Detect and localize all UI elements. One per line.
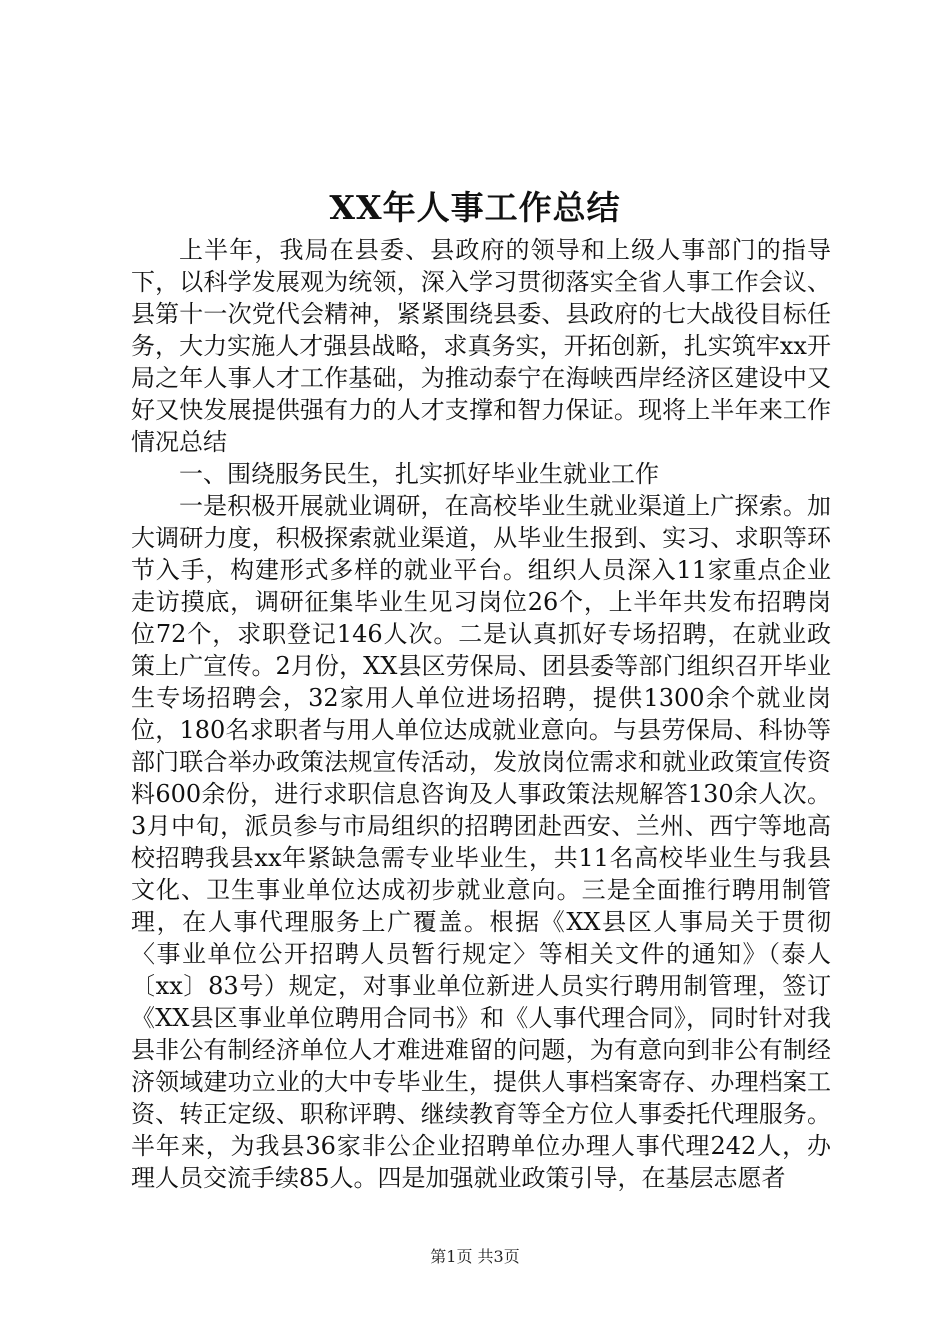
page-footer: 第1页 共3页 [430,1247,520,1266]
paragraph-intro: 上半年，我局在县委、县政府的领导和上级人事部门的指导下，以科学发展观为统领，深入学习贯彻落实全省人事工作会议、县第十一次党代会精神，紧紧围绕县委、县政府的七大战役目标任务，大力实施人才强县战略，求真务实，开拓创新，扎实筑牢xx开局之年人事人才工作基础，为推动泰宁在海峡西岸经济区建设中又好又快发展提供强有力的人才支撑和智力保证。现将上半年来工作情况总结 [131,236,831,456]
section-heading: 一、围绕服务民生，扎实抓好毕业生就业工作 [179,460,659,488]
paragraph-employment: 一是积极开展就业调研，在高校毕业生就业渠道上广探索。加大调研力度，积极探索就业渠道，从毕业生报到、实习、求职等环节入手，构建形式多样的就业平台。组织人员深入11家重点企业走访摸底，调研征集毕业生见习岗位26个，上半年共发布招聘岗位72个，求职登记146人次。二是认真抓好专场招聘，在就业政策上广宣传。2月份，XX县区劳保局、团县委等部门组织召开毕业生专场招聘会，32家用人单位进场招聘，提供1300余个就业岗位，180名求职者与用人单位达成就业意向。与县劳保局、科协等部门联合举办政策法规宣传活动，发放岗位需求和就业政策宣传资料600余份，进行求职信息咨询及人事政策法规解答130余人次。3月中旬，派员参与市局组织的招聘团赴西安、兰州、西宁等地高校招聘我县xx年紧缺急需专业毕业生，共11名高校毕业生与我县文化、卫生事业单位达成初步就业意向。三是全面推行聘用制管理，在人事代理服务上广覆盖。根据《XX县区人事局关于贯彻〈事业单位公开招聘人员暂行规定〉等相关文件的通知》（泰人〔xx〕83号）规定，对事业单位新进人员实行聘用制管理，签订《XX县区事业单位聘用合同书》和《人事代理合同》，同时针对我县非公有制经济单位人才难进难留的问题，为有意向到非公有制经济领域建功立业的大中专毕业生，提供人事档案寄存、办理档案工资、转正定级、职称评聘、继续教育等全方位人事委托代理服务。半年来，为我县36家非公企业招聘单位办理人事代理242人，办理人员交流手续85人。四是加强就业政策引导，在基层志愿者 [131,492,831,1192]
document-title: XX年人事工作总结 [329,188,621,227]
document-body [131,234,831,1194]
